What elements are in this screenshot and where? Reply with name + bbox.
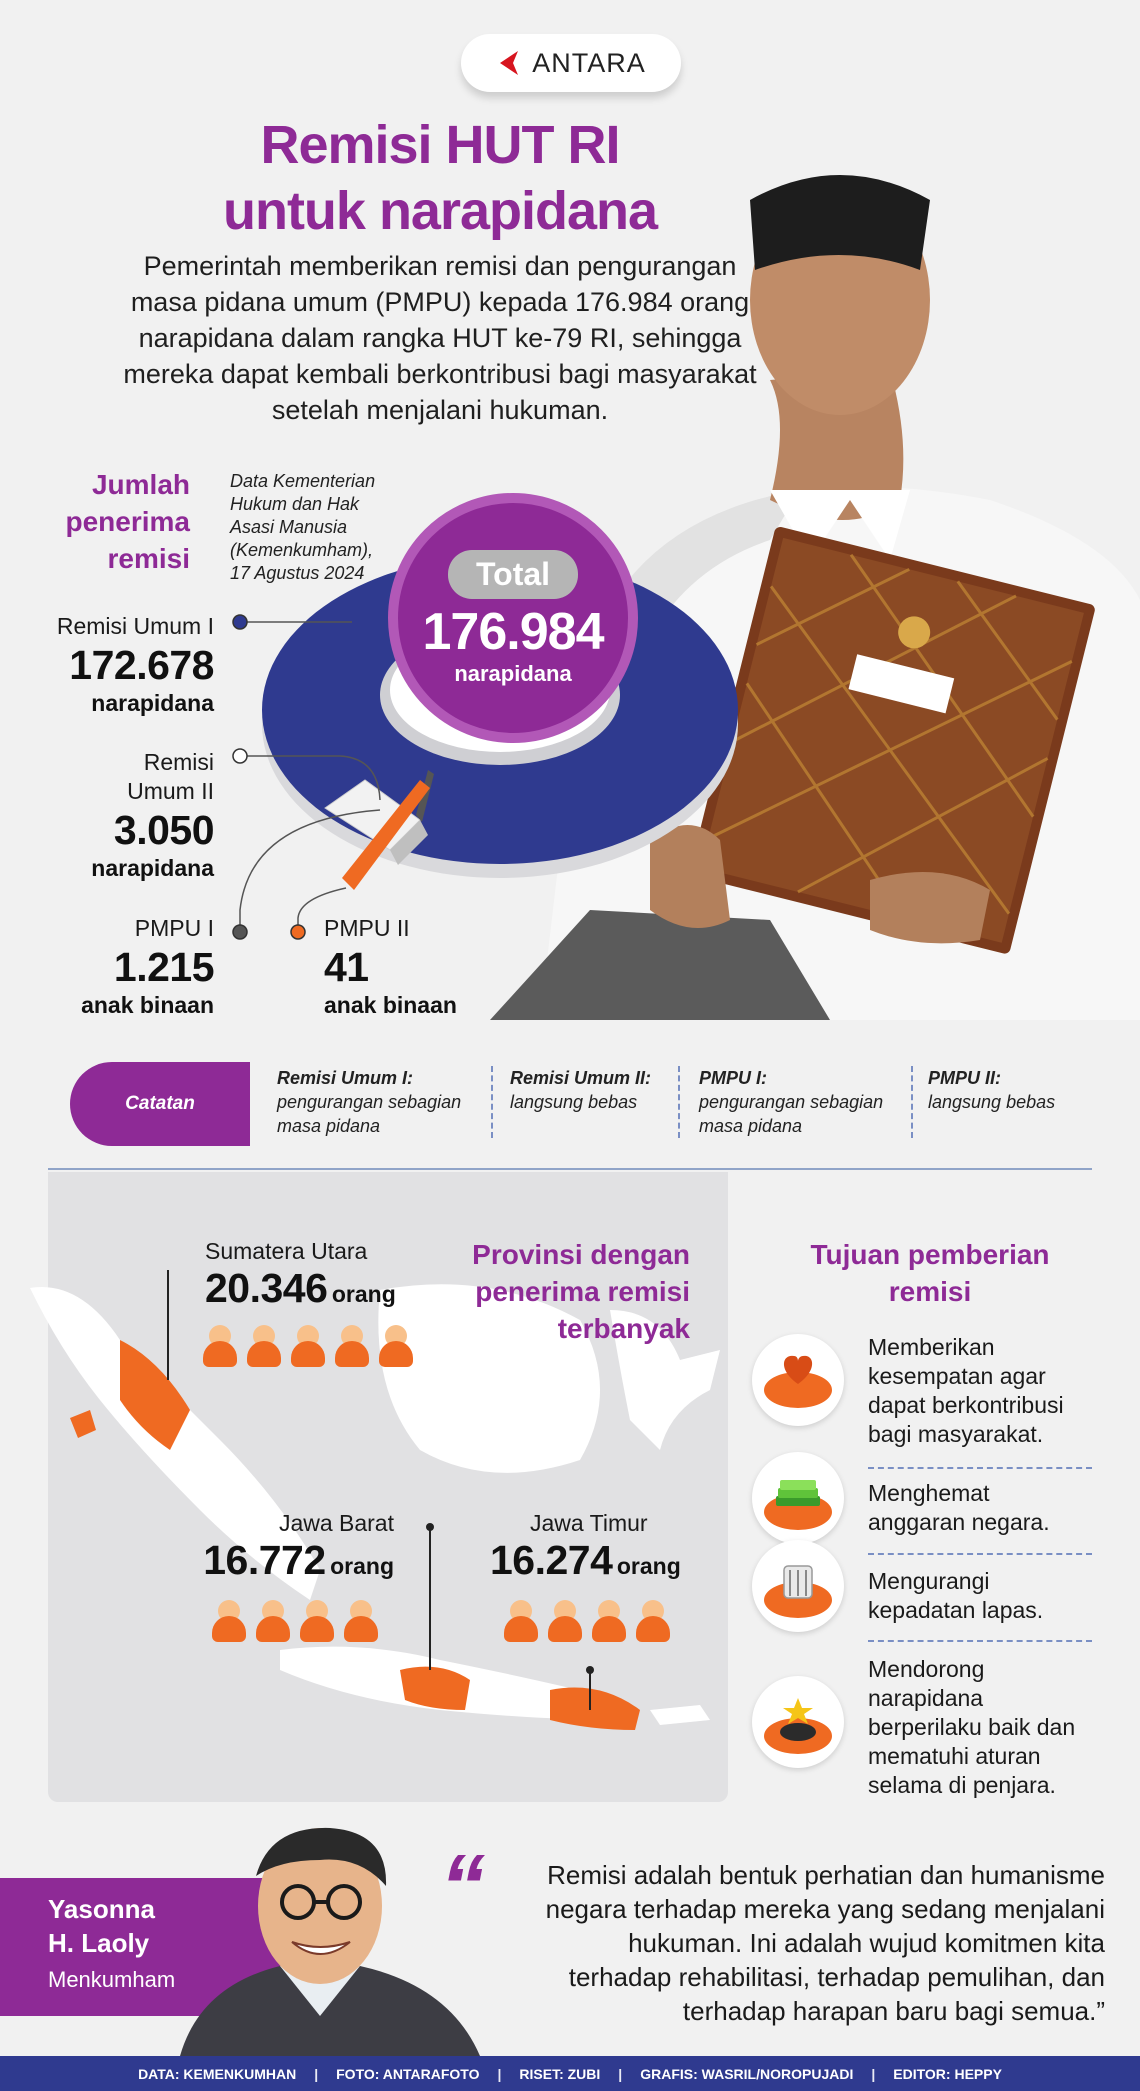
- stat-label: Umum II: [127, 778, 214, 804]
- heart-hand-icon: [752, 1334, 844, 1426]
- stat-label: Remisi: [143, 749, 214, 775]
- goal-line: selama di penjara.: [868, 1772, 1056, 1798]
- goal-line: Memberikan: [868, 1334, 995, 1360]
- province-sumatera-utara: [205, 1238, 396, 1312]
- person-icon: [247, 1325, 281, 1367]
- legend-dot-remisi-umum-1: [233, 615, 247, 629]
- source-line: (Kemenkumham),: [230, 540, 374, 560]
- stat-pmpu-1: [20, 914, 214, 1019]
- note-text: pengurangan sebagian: [699, 1092, 884, 1112]
- prison-gate-icon: [752, 1540, 844, 1632]
- credit-item: EDITOR: HEPPY: [893, 2065, 1002, 2082]
- credit-item: DATA: KEMENKUMHAN: [138, 2065, 297, 2082]
- province-value: 16.274: [490, 1537, 613, 1583]
- goal-text: [868, 1567, 1043, 1625]
- note-title: PMPU II:: [928, 1068, 1002, 1088]
- person-icon: [256, 1600, 290, 1642]
- speaker-role: Menkumham: [48, 1967, 176, 1992]
- note-pmpu-1: [699, 1066, 909, 1138]
- jumlah-title-line: remisi: [107, 543, 190, 574]
- note-title: PMPU I:: [699, 1068, 768, 1088]
- goal-line: anggaran negara.: [868, 1509, 1050, 1535]
- quote-line: terhadap harapan baru bagi semua.”: [682, 1996, 1105, 2026]
- total-label: Total: [448, 550, 578, 599]
- quote-text: [480, 1858, 1105, 2028]
- quote-line: hukuman. Ini adalah wujud komitmen kita: [628, 1928, 1105, 1958]
- stat-remisi-umum-1: [20, 612, 214, 717]
- stat-unit: narapidana: [91, 855, 214, 881]
- note-text: langsung bebas: [510, 1092, 638, 1112]
- province-value: 16.772: [203, 1537, 326, 1583]
- person-icon: [504, 1600, 538, 1642]
- legend-dot-remisi-umum-2: [233, 749, 247, 763]
- stat-remisi-umum-2: [20, 748, 214, 882]
- total-unit: narapidana: [454, 660, 572, 686]
- stat-unit: narapidana: [91, 690, 214, 716]
- person-icon: [335, 1325, 369, 1367]
- province-value: 20.346: [205, 1265, 328, 1311]
- goal-line: mematuhi aturan: [868, 1743, 1041, 1769]
- person-icon: [344, 1600, 378, 1642]
- stat-value: 172.678: [69, 642, 214, 688]
- province-jawa-timur: [490, 1510, 730, 1584]
- section-divider: [48, 1168, 1092, 1170]
- intro-text: Pemerintah memberikan remisi dan pengurangan masa pidana umum (PMPU) kepada 176.984 orang narapidana dalam rangka HUT ke-79 RI, sehingga mereka dapat kembali berkontribusi bagi masyarakat setelah menjalani hukuman.: [123, 251, 757, 425]
- person-icon: [548, 1600, 582, 1642]
- source-line: 17 Agustus 2024: [230, 563, 365, 583]
- goal-text: [868, 1655, 1075, 1800]
- note-title: Remisi Umum II:: [510, 1068, 652, 1088]
- note-divider: [491, 1066, 493, 1138]
- person-icon: [203, 1325, 237, 1367]
- quote-line: Remisi adalah bentuk perhatian dan humanisme: [547, 1860, 1105, 1890]
- jumlah-title: [30, 466, 190, 577]
- stat-unit: anak binaan: [81, 992, 214, 1018]
- province-unit: orang: [330, 1553, 394, 1579]
- stat-value: 41: [324, 944, 369, 990]
- provinsi-title-line: Provinsi dengan: [472, 1239, 690, 1270]
- region-jawa-timur: [550, 1688, 640, 1731]
- people-row: [212, 1600, 378, 1642]
- quote-mark-icon: “: [440, 1837, 485, 1937]
- jumlah-title-line: Jumlah: [91, 469, 190, 500]
- person-icon: [379, 1325, 413, 1367]
- note-divider: [678, 1066, 680, 1138]
- stat-label: Remisi Umum I: [56, 613, 214, 639]
- note-text: pengurangan sebagian: [277, 1092, 462, 1112]
- province-unit: orang: [616, 1553, 681, 1579]
- tujuan-title-line: remisi: [888, 1276, 972, 1307]
- credit-item: GRAFIS: WASRIL/NOROPUJADI: [640, 2065, 854, 2082]
- title-line-1: Remisi HUT RI: [260, 115, 620, 175]
- goal-divider: [868, 1640, 1092, 1642]
- goal-line: Mendorong: [868, 1656, 985, 1682]
- star-badge-icon: [752, 1676, 844, 1768]
- source-line: Asasi Manusia: [230, 517, 348, 537]
- province-name: Jawa Timur: [530, 1510, 648, 1536]
- note-pmpu-2: [928, 1066, 1098, 1114]
- provinsi-title: [430, 1236, 690, 1347]
- antara-mark-icon: [496, 48, 526, 78]
- total-value: 176.984: [422, 602, 604, 661]
- tujuan-title: [760, 1236, 1100, 1310]
- goal-line: dapat berkontribusi: [868, 1392, 1064, 1418]
- provinsi-title-line: terbanyak: [557, 1313, 690, 1344]
- note-text: masa pidana: [699, 1116, 803, 1136]
- source-line: Data Kementerian: [230, 471, 376, 491]
- people-row: [504, 1600, 670, 1642]
- goal-line: Menghemat: [868, 1480, 990, 1506]
- legend-dot-pmpu-2: [291, 925, 305, 939]
- catatan-label: Catatan: [70, 1062, 250, 1146]
- credit-separator: |: [314, 2065, 319, 2082]
- stat-value: 1.215: [113, 944, 214, 990]
- goal-line: Mengurangi: [868, 1568, 990, 1594]
- credits-footer: [0, 2056, 1140, 2091]
- goal-line: bagi masyarakat.: [868, 1421, 1044, 1447]
- goal-line: narapidana: [868, 1685, 984, 1711]
- note-text: langsung bebas: [928, 1092, 1056, 1112]
- stat-label: PMPU II: [324, 915, 410, 941]
- credit-item: RISET: ZUBI: [519, 2065, 601, 2082]
- note-text: masa pidana: [277, 1116, 381, 1136]
- goal-text: [868, 1479, 1050, 1537]
- stat-unit: anak binaan: [324, 992, 457, 1018]
- province-name: Jawa Barat: [278, 1510, 394, 1536]
- person-icon: [291, 1325, 325, 1367]
- quote-line: terhadap rehabilitasi, terhadap pemulihan, dan: [568, 1962, 1105, 1992]
- goal-line: berperilaku baik dan: [868, 1714, 1076, 1740]
- jumlah-title-line: penerima: [65, 506, 190, 537]
- money-stack-icon: [752, 1452, 844, 1544]
- title-line-2: untuk narapidana: [222, 181, 658, 241]
- speaker-name-line: Yasonna: [48, 1894, 155, 1924]
- stat-pmpu-2: [324, 914, 524, 1019]
- note-remisi-umum-2: [510, 1066, 680, 1114]
- province-unit: orang: [331, 1281, 396, 1307]
- credit-separator: |: [871, 2065, 876, 2082]
- speaker-name-line: H. Laoly: [48, 1928, 150, 1958]
- provinsi-title-line: penerima remisi: [475, 1276, 690, 1307]
- person-icon: [212, 1600, 246, 1642]
- goal-line: kepadatan lapas.: [868, 1597, 1044, 1623]
- credit-separator: |: [618, 2065, 623, 2082]
- person-icon: [592, 1600, 626, 1642]
- tujuan-title-line: Tujuan pemberian: [810, 1239, 1050, 1270]
- province-jawa-barat: [180, 1510, 394, 1584]
- note-title: Remisi Umum I:: [277, 1068, 414, 1088]
- credit-item: FOTO: ANTARAFOTO: [336, 2065, 480, 2082]
- antara-logo: [461, 34, 681, 92]
- person-icon: [300, 1600, 334, 1642]
- goal-divider: [868, 1553, 1092, 1555]
- province-name: Sumatera Utara: [205, 1238, 368, 1264]
- source-line: Hukum dan Hak: [230, 494, 360, 514]
- note-remisi-umum-1: [277, 1066, 487, 1138]
- stat-label: PMPU I: [134, 915, 214, 941]
- legend-dot-pmpu-1: [233, 925, 247, 939]
- note-divider: [911, 1066, 913, 1138]
- people-row: [203, 1325, 413, 1367]
- logo-text: ANTARA: [532, 47, 646, 78]
- goal-line: kesempatan agar: [868, 1363, 1046, 1389]
- goal-text: [868, 1333, 1064, 1449]
- person-icon: [636, 1600, 670, 1642]
- credit-separator: |: [497, 2065, 502, 2082]
- goal-divider: [868, 1467, 1092, 1469]
- stat-value: 3.050: [113, 807, 214, 853]
- quote-line: negara terhadap mereka yang sedang menjalani: [545, 1894, 1105, 1924]
